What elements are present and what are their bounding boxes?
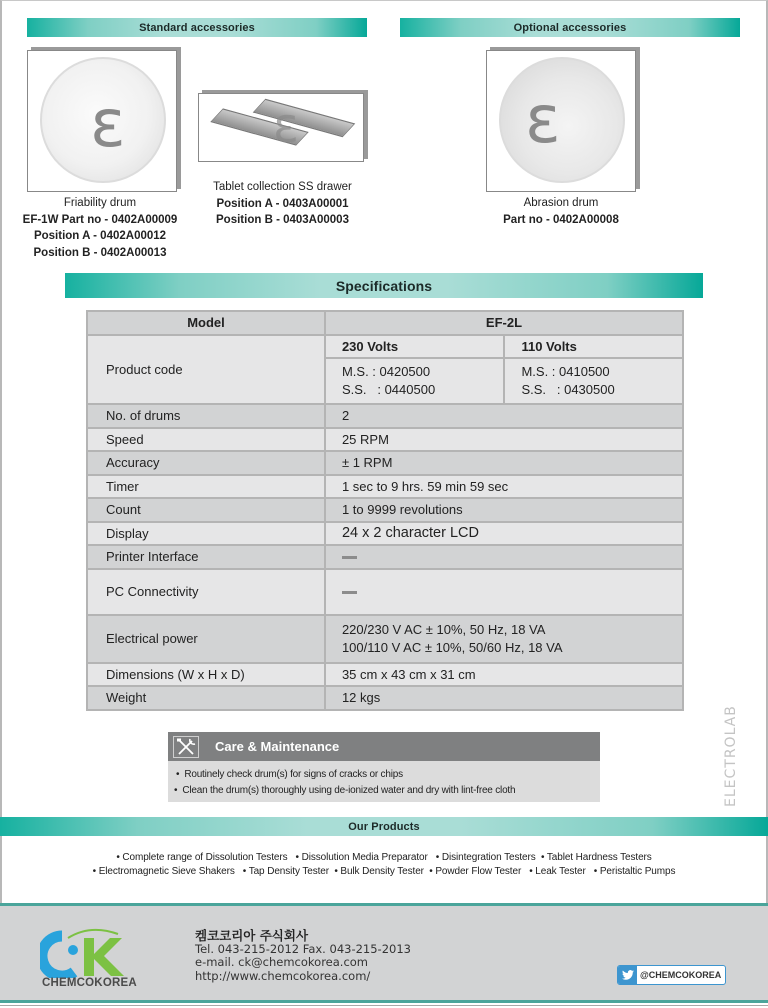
spec-label: PC Connectivity — [87, 569, 325, 615]
table-row — [87, 663, 683, 687]
care-maintenance-box — [168, 732, 600, 802]
products-line-2: • Electromagnetic Sieve Shakers • Tap Density Tester • Bulk Density Tester • Powder Flow Tester • Leak Tester • Peristaltic Pumps — [92, 866, 676, 877]
voltage-230-header: 230 Volts — [325, 335, 505, 359]
spec-value: ± 1 RPM — [325, 451, 683, 475]
friability-drum-image — [27, 50, 177, 192]
spec-value: 24 x 2 character LCD — [325, 522, 683, 546]
item-name: Friability drum — [63, 197, 137, 209]
ss-drawer-caption — [195, 179, 370, 229]
product-code-label: Product code — [87, 335, 325, 405]
table-row — [87, 545, 683, 569]
watermark-icon: ε — [90, 85, 126, 162]
ss-code: S.S. : 0440500 — [341, 382, 436, 397]
part-number: Part no - 0402A00008 — [503, 213, 619, 226]
abrasion-drum-image — [486, 50, 636, 192]
product-code-230 — [325, 358, 505, 404]
product-code-110 — [504, 358, 683, 404]
part-number: Position A - 0402A00012 — [33, 230, 167, 242]
table-row — [87, 615, 683, 663]
ss-drawer-image — [198, 93, 364, 162]
spec-label: Display — [87, 522, 325, 546]
part-number: Position B - 0403A00003 — [216, 214, 349, 226]
standard-accessories-title: Standard accessories — [139, 21, 255, 34]
standard-accessories-header — [27, 18, 367, 37]
company-info — [195, 929, 411, 983]
products-line-1: • Complete range of Dissolution Testers • Dissolution Media Preparator • Disintegration Testers • Tablet Hardness Testers — [116, 852, 652, 863]
spec-label: Weight — [87, 686, 325, 710]
table-row — [87, 404, 683, 428]
care-title: Care & Maintenance — [215, 739, 340, 754]
voltage-110-header: 110 Volts — [504, 335, 683, 359]
table-row-model — [87, 311, 683, 335]
spec-value: 1 sec to 9 hrs. 59 min 59 sec — [325, 475, 683, 499]
spec-value: 25 RPM — [325, 428, 683, 452]
watermark-icon: ε — [525, 81, 561, 158]
dash-icon — [342, 591, 357, 594]
table-row — [87, 451, 683, 475]
spec-label: Timer — [87, 475, 325, 499]
spec-label: Electrical power — [87, 615, 325, 663]
optional-accessories-header — [400, 18, 740, 37]
our-products-title: Our Products — [348, 820, 420, 833]
dash-icon — [342, 556, 357, 559]
care-list — [168, 761, 600, 799]
part-number: Position B - 0402A00013 — [33, 246, 167, 259]
spec-value: 35 cm x 43 cm x 31 cm — [325, 663, 683, 687]
spec-label: Printer Interface — [87, 545, 325, 569]
table-row — [87, 498, 683, 522]
spec-value — [325, 545, 683, 569]
ms-code: M.S. : 0420500 — [341, 364, 431, 379]
company-name: 켐코코리아 주식회사 — [195, 928, 309, 943]
part-number: EF-1W Part no - 0402A00009 — [22, 213, 178, 226]
spec-value — [325, 615, 683, 663]
spec-label: Dimensions (W x H x D) — [87, 663, 325, 687]
brand-text: ELECTROLAB — [723, 705, 739, 807]
power-line: 100/110 V AC ± 10%, 50/60 Hz, 18 VA — [341, 639, 563, 655]
spec-value: 1 to 9999 revolutions — [325, 498, 683, 522]
spec-label: Count — [87, 498, 325, 522]
table-row — [87, 522, 683, 546]
specifications-table — [86, 310, 684, 711]
ck-logo-icon — [40, 928, 140, 978]
spec-label: Speed — [87, 428, 325, 452]
tools-icon — [173, 736, 199, 758]
table-row-product-code — [87, 335, 683, 359]
ms-code: M.S. : 0410500 — [521, 364, 610, 379]
care-item: • Clean the drum(s) thoroughly using de-ionized water and dry with lint-free cloth — [174, 783, 600, 799]
watermark-icon: ε — [273, 98, 299, 154]
table-row — [87, 428, 683, 452]
ss-code: S.S. : 0430500 — [521, 382, 615, 397]
specifications-title: Specifications — [335, 277, 433, 294]
spec-value: 2 — [325, 404, 683, 428]
company-phone: Tel. 043-215-2012 Fax. 043-215-2013 — [195, 941, 411, 956]
twitter-handle: @CHEMCOKOREA — [640, 970, 722, 980]
chemcokorea-logo — [40, 928, 140, 992]
part-number: Position A - 0403A00001 — [216, 197, 349, 210]
item-name: Tablet collection SS drawer — [213, 181, 352, 193]
spec-label: No. of drums — [87, 404, 325, 428]
optional-accessories-title: Optional accessories — [513, 21, 627, 34]
twitter-badge[interactable] — [617, 965, 726, 985]
footer — [0, 903, 768, 1003]
company-email[interactable]: e-mail. ck@chemcokorea.com — [195, 955, 369, 969]
table-row — [87, 569, 683, 615]
twitter-icon — [618, 966, 637, 984]
spec-value — [325, 569, 683, 615]
friability-drum-caption — [10, 195, 190, 261]
table-row — [87, 686, 683, 710]
abrasion-drum-caption — [471, 195, 651, 228]
spec-label: Accuracy — [87, 451, 325, 475]
care-header — [168, 732, 600, 761]
drum-shape — [499, 57, 625, 183]
company-website[interactable]: http://www.chemcokorea.com/ — [195, 968, 371, 983]
table-row — [87, 475, 683, 499]
spec-value: 12 kgs — [325, 686, 683, 710]
power-line: 220/230 V AC ± 10%, 50 Hz, 18 VA — [341, 621, 546, 637]
model-label: Model — [87, 311, 325, 335]
care-item: • Routinely check drum(s) for signs of cracks or chips — [174, 767, 600, 783]
logo-text: CHEMCOKOREA — [42, 977, 137, 989]
specifications-header — [65, 273, 703, 298]
electrolab-vertical-brand — [722, 705, 740, 808]
our-products-header — [0, 817, 768, 836]
item-name: Abrasion drum — [523, 197, 599, 209]
model-value: EF-2L — [325, 311, 683, 335]
